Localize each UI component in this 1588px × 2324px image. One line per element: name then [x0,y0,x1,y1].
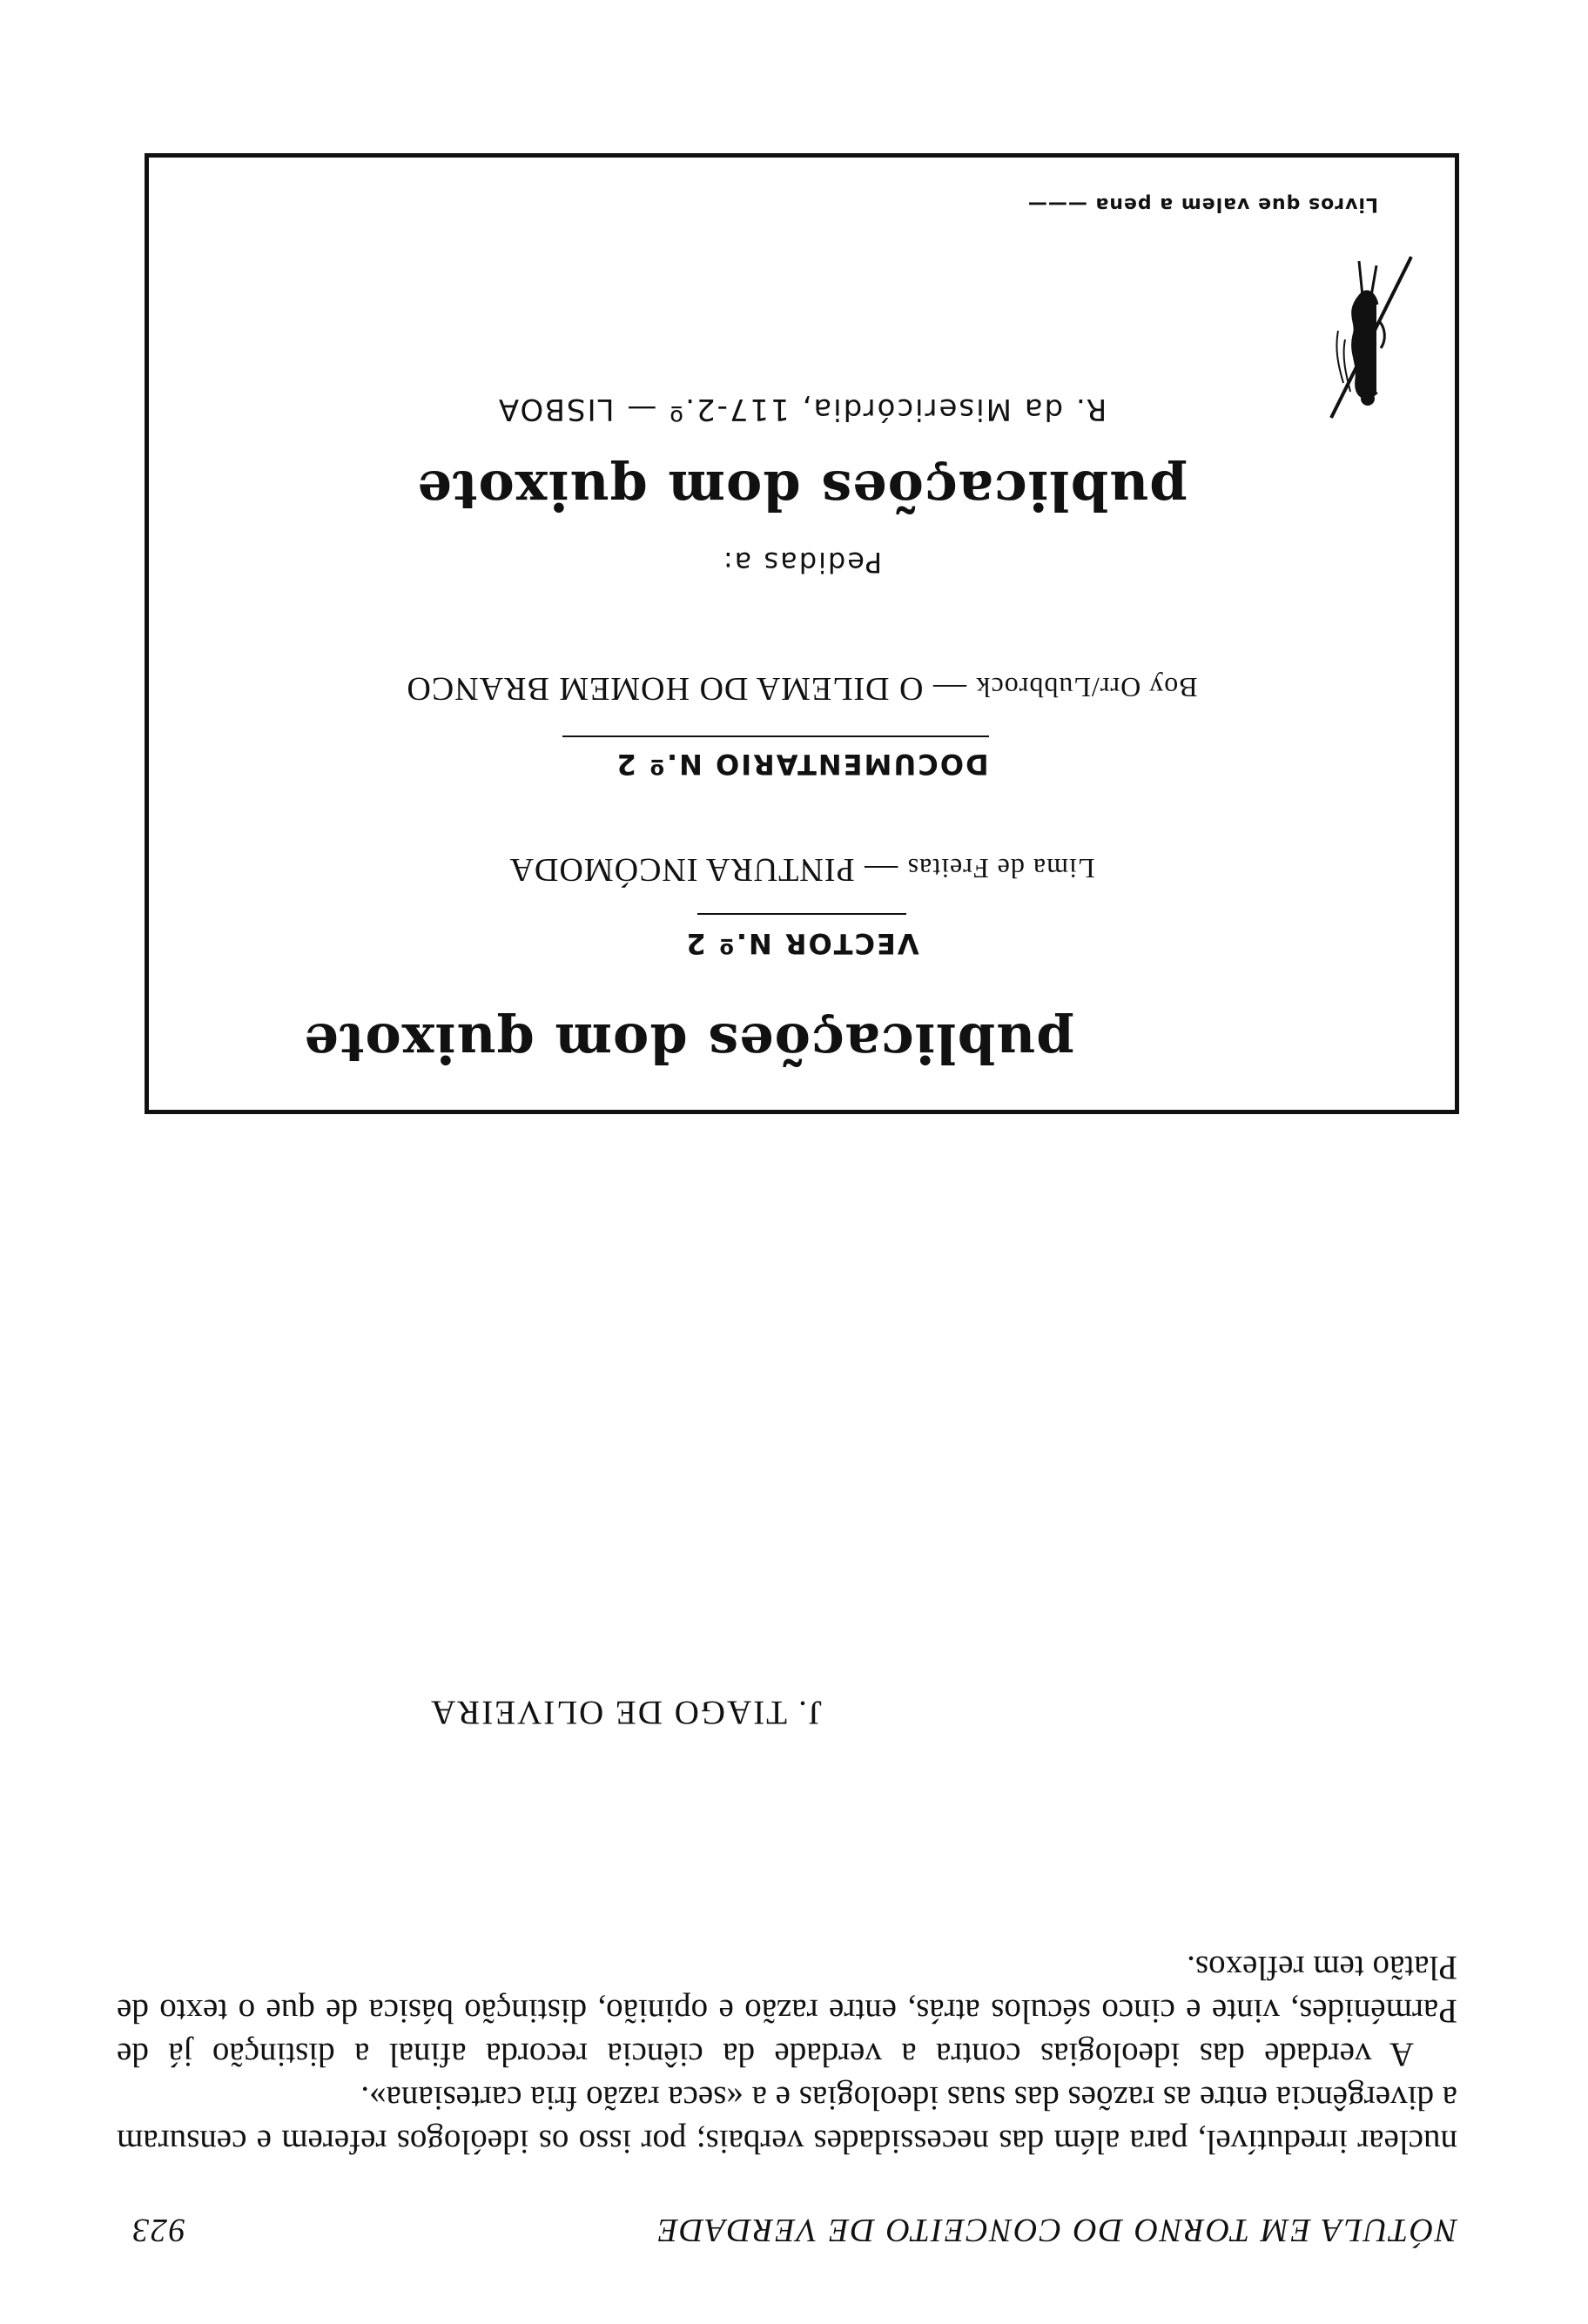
author-signature: J. TIAGO DE OLIVEIRA [429,1694,822,1731]
running-head [131,2211,1457,2249]
order-label: Pedidas a: [721,546,883,579]
series-title-documentario: DOCUMENTARIO N.º 2 [615,748,989,781]
publisher-brand-heading: publicações dom quixote [303,1011,1074,1075]
publisher-brand: publicações dom quixote [416,459,1188,522]
don-quixote-icon [1307,252,1429,427]
advertisement-box [145,153,1459,1114]
tagline: Livros que valem a pena ——— [1026,193,1378,215]
paragraph: nuclear irredutível, para além das necessidades verbais; por isso os ideólogos referem e censuram a divergência entre as razões das suas ideologias e a «seca razão fria cartesiana». [117,2079,1457,2160]
publisher-address: R. da Misericórdia, 117-2.º — LISBOA [496,392,1107,427]
divider [562,735,989,737]
book-author: Boy Orr/Lubbrock [975,672,1198,703]
book-title: — PINTURA INCÓMODA [508,851,898,888]
running-title: NÓTULA EM TORNO DO CONCEITO DE VERDADE [656,2212,1457,2248]
book-entry [149,850,1455,889]
book-author: Lima de Freitas [906,853,1095,884]
divider [697,913,906,915]
series-title-vector: VECTOR N.º 2 [684,927,919,960]
article-body [117,1945,1457,2163]
paragraph: A verdade das ideologias contra a verdade da ciência recorda afinal a distinção já de Parménides, vinte e cinco séculos atrás, entre razão e opinião, distinção básica de que o texto de Platão tem reflexos. [117,1949,1457,2073]
book-title: — O DILEMA DO HOMEM BRANCO [406,670,966,707]
book-entry [149,669,1455,708]
page-number: 923 [131,2212,185,2248]
